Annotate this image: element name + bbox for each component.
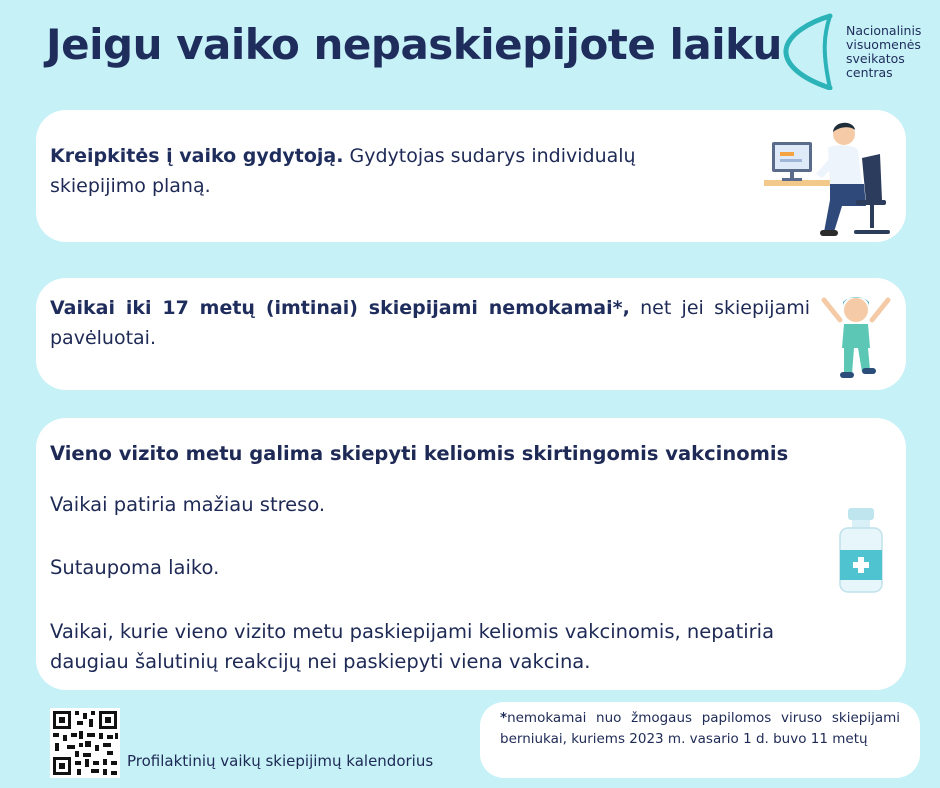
card-multiple-heading: Vieno vizito metu galima skiepyti keliomis skirtingomis vakcinomis: [50, 442, 789, 465]
qr-code-icon[interactable]: [50, 708, 120, 778]
vaccine-vial-icon: [836, 506, 886, 594]
footnote-text: *nemokamai nuo žmogaus papilomos viruso skiepijami berniukai, kuriems 2023 m. vasario 1 d. buvo 11 metų: [500, 710, 900, 747]
nvsc-logo: [780, 10, 930, 92]
card-free-vaccination: [36, 278, 906, 390]
card-multiple-point: Sutaupoma laiko.: [50, 556, 220, 579]
card-doctor-text: Kreipkitės į vaiko gydytoją. Gydytojas sudarys individualų skiepijimo planą.: [50, 145, 636, 197]
nvsc-logo-icon: [780, 12, 838, 90]
happy-child-icon: [816, 286, 896, 386]
qr-label: Profilaktinių vaikų skiepijimų kalendorius: [127, 752, 434, 770]
card-doctor: [36, 110, 906, 242]
doctor-at-computer-icon: [758, 114, 908, 240]
footnote-box: [480, 702, 920, 778]
card-multiple-point: Vaikai, kurie vieno vizito metu paskiepijami keliomis vakcinomis, nepatiria daugiau šalutinių reakcijų nei paskiepyti viena vakcina.: [50, 620, 775, 673]
logo-text: Nacionalinis visuomenės sveikatos centras: [846, 23, 922, 80]
card-multiple-point: Vaikai patiria mažiau streso.: [50, 493, 326, 516]
card-free-text: Vaikai iki 17 metų (imtinai) skiepijami nemokamai*, net jei skiepijami pavėluotai.: [50, 297, 811, 349]
page-title: Jeigu vaiko nepaskiepijote laiku: [46, 20, 782, 69]
card-multiple-vaccines: [36, 418, 906, 690]
